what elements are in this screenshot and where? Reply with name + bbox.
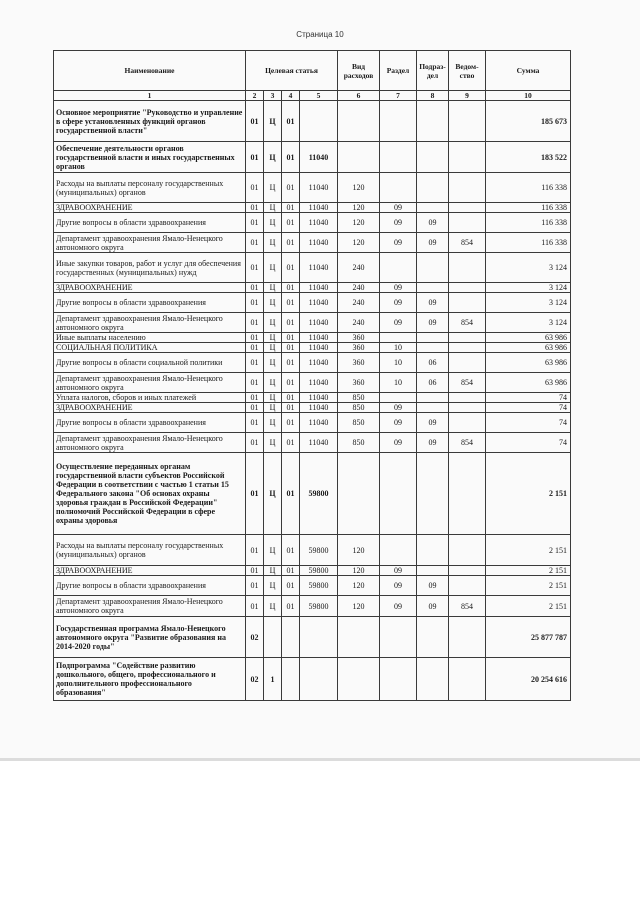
cell-direction: 11040 [300, 142, 338, 173]
cell-name: СОЦИАЛЬНАЯ ПОЛИТИКА [54, 343, 246, 353]
cell-program: 01 [246, 333, 264, 343]
cell-subprogram: Ц [264, 535, 282, 566]
cell-program: 01 [246, 213, 264, 233]
header-amount: Сумма [486, 51, 571, 91]
cell-expense-type: 850 [338, 393, 380, 403]
table-row [54, 353, 571, 373]
cell-expense-type: 240 [338, 253, 380, 283]
cell-amount: 116 338 [486, 233, 571, 253]
table-row [54, 373, 571, 393]
cell-subprogram: Ц [264, 101, 282, 142]
cell-name: Расходы на выплаты персоналу государственных (муниципальных) органов [54, 173, 246, 203]
cell-section [380, 658, 417, 701]
cell-program: 01 [246, 403, 264, 413]
cell-subprogram: Ц [264, 313, 282, 333]
cell-section [380, 101, 417, 142]
cell-direction: 11040 [300, 333, 338, 343]
cell-event [282, 617, 300, 658]
cell-name: Департамент здравоохранения Ямало-Ненецкого автономного округа [54, 373, 246, 393]
cell-amount: 74 [486, 403, 571, 413]
cell-section: 09 [380, 283, 417, 293]
cell-event: 01 [282, 283, 300, 293]
cell-department [449, 576, 486, 596]
cell-department [449, 453, 486, 535]
cell-program: 01 [246, 413, 264, 433]
cell-expense-type [338, 453, 380, 535]
cell-subsection [417, 343, 449, 353]
page-edge [0, 758, 640, 761]
table-header-row [54, 51, 571, 91]
cell-amount: 116 338 [486, 213, 571, 233]
cell-subsection [417, 535, 449, 566]
cell-expense-type: 360 [338, 353, 380, 373]
cell-subprogram: Ц [264, 403, 282, 413]
cell-subprogram: Ц [264, 433, 282, 453]
cell-section: 09 [380, 566, 417, 576]
cell-program: 01 [246, 535, 264, 566]
cell-subprogram: Ц [264, 393, 282, 403]
cell-department: 854 [449, 596, 486, 617]
table-row [54, 213, 571, 233]
cell-section [380, 173, 417, 203]
cell-amount: 116 338 [486, 173, 571, 203]
cell-subprogram: Ц [264, 233, 282, 253]
table-row [54, 617, 571, 658]
cell-expense-type: 850 [338, 403, 380, 413]
cell-subprogram: Ц [264, 142, 282, 173]
cell-event: 01 [282, 253, 300, 283]
cell-subsection [417, 101, 449, 142]
budget-table [53, 50, 571, 701]
cell-subsection: 09 [417, 596, 449, 617]
cell-name: Департамент здравоохранения Ямало-Ненецкого автономного округа [54, 233, 246, 253]
column-number: 4 [282, 91, 300, 101]
cell-name: Другие вопросы в области здравоохранения [54, 413, 246, 433]
cell-event: 01 [282, 343, 300, 353]
table-row [54, 203, 571, 213]
column-number: 2 [246, 91, 264, 101]
cell-name: ЗДРАВООХРАНЕНИЕ [54, 566, 246, 576]
cell-subsection [417, 566, 449, 576]
cell-event: 01 [282, 535, 300, 566]
cell-name: Подпрограмма "Содействие развитию дошкольного, общего, профессионального и дополнительного профессионального образования" [54, 658, 246, 701]
cell-program: 01 [246, 596, 264, 617]
cell-event: 01 [282, 142, 300, 173]
cell-direction: 59800 [300, 576, 338, 596]
cell-amount: 2 151 [486, 453, 571, 535]
cell-name: Обеспечение деятельности органов государственной власти и иных государственных органов [54, 142, 246, 173]
cell-name: Иные выплаты населению [54, 333, 246, 343]
cell-section: 10 [380, 353, 417, 373]
cell-subprogram: Ц [264, 203, 282, 213]
cell-amount: 20 254 616 [486, 658, 571, 701]
cell-amount: 2 151 [486, 535, 571, 566]
cell-department [449, 393, 486, 403]
cell-event: 01 [282, 433, 300, 453]
cell-subsection [417, 173, 449, 203]
cell-name: Другие вопросы в области здравоохранения [54, 213, 246, 233]
cell-program: 01 [246, 453, 264, 535]
cell-program: 02 [246, 658, 264, 701]
cell-program: 01 [246, 566, 264, 576]
cell-subprogram: Ц [264, 343, 282, 353]
cell-expense-type: 360 [338, 343, 380, 353]
cell-section: 09 [380, 596, 417, 617]
cell-program: 01 [246, 433, 264, 453]
cell-direction: 11040 [300, 233, 338, 253]
cell-name: Департамент здравоохранения Ямало-Ненецкого автономного округа [54, 433, 246, 453]
cell-event: 01 [282, 203, 300, 213]
cell-section [380, 393, 417, 403]
cell-expense-type: 120 [338, 173, 380, 203]
cell-program: 01 [246, 173, 264, 203]
table-row [54, 253, 571, 283]
table-row [54, 142, 571, 173]
cell-section [380, 142, 417, 173]
cell-subprogram: Ц [264, 353, 282, 373]
cell-program: 01 [246, 576, 264, 596]
cell-department: 854 [449, 433, 486, 453]
cell-program: 01 [246, 253, 264, 283]
cell-section [380, 617, 417, 658]
cell-event: 01 [282, 213, 300, 233]
cell-section: 09 [380, 293, 417, 313]
header-target-article: Целевая статья [246, 51, 338, 91]
cell-direction: 11040 [300, 283, 338, 293]
cell-section [380, 253, 417, 283]
table-row [54, 333, 571, 343]
cell-program: 01 [246, 373, 264, 393]
cell-direction [300, 658, 338, 701]
cell-name: Расходы на выплаты персоналу государственных (муниципальных) органов [54, 535, 246, 566]
column-number: 3 [264, 91, 282, 101]
cell-name: Осуществление переданных органам государственной власти субъектов Российской Федерации в соответствии с частью 1 статьи 15 Федерального закона "Об основах охраны здоровья граждан в Российской Федерации" полномочий Российской Федерации в сфере охраны здоровья [54, 453, 246, 535]
cell-direction: 11040 [300, 393, 338, 403]
column-number: 5 [300, 91, 338, 101]
cell-expense-type: 240 [338, 313, 380, 333]
cell-department [449, 566, 486, 576]
cell-section: 09 [380, 233, 417, 253]
cell-expense-type: 120 [338, 203, 380, 213]
cell-section: 09 [380, 433, 417, 453]
table-row [54, 233, 571, 253]
cell-subprogram: Ц [264, 283, 282, 293]
cell-department [449, 403, 486, 413]
cell-direction: 11040 [300, 203, 338, 213]
cell-section: 09 [380, 403, 417, 413]
page-number-label: Страница 10 [296, 30, 344, 39]
cell-department: 854 [449, 233, 486, 253]
cell-department [449, 353, 486, 373]
table-row [54, 283, 571, 293]
cell-amount: 3 124 [486, 293, 571, 313]
cell-section: 09 [380, 213, 417, 233]
cell-subprogram: Ц [264, 213, 282, 233]
column-number: 9 [449, 91, 486, 101]
cell-subsection [417, 203, 449, 213]
cell-expense-type: 120 [338, 233, 380, 253]
cell-name: Уплата налогов, сборов и иных платежей [54, 393, 246, 403]
cell-program: 01 [246, 393, 264, 403]
cell-expense-type: 850 [338, 433, 380, 453]
cell-subsection: 06 [417, 353, 449, 373]
cell-direction: 11040 [300, 173, 338, 203]
column-number: 8 [417, 91, 449, 101]
table-row [54, 535, 571, 566]
cell-expense-type [338, 617, 380, 658]
cell-event: 01 [282, 566, 300, 576]
cell-department [449, 101, 486, 142]
cell-department [449, 535, 486, 566]
cell-direction: 11040 [300, 213, 338, 233]
cell-program: 01 [246, 142, 264, 173]
cell-event: 01 [282, 293, 300, 313]
cell-subsection: 09 [417, 313, 449, 333]
cell-department [449, 658, 486, 701]
cell-program: 01 [246, 343, 264, 353]
cell-department [449, 213, 486, 233]
table-row [54, 413, 571, 433]
cell-event: 01 [282, 453, 300, 535]
cell-department [449, 253, 486, 283]
table-row [54, 173, 571, 203]
cell-expense-type: 120 [338, 596, 380, 617]
cell-expense-type: 360 [338, 333, 380, 343]
cell-department [449, 413, 486, 433]
column-number: 7 [380, 91, 417, 101]
cell-direction: 11040 [300, 413, 338, 433]
cell-event: 01 [282, 313, 300, 333]
cell-program: 01 [246, 313, 264, 333]
cell-expense-type: 360 [338, 373, 380, 393]
cell-expense-type: 120 [338, 213, 380, 233]
cell-name: Другие вопросы в области здравоохранения [54, 576, 246, 596]
cell-section: 09 [380, 313, 417, 333]
header-name: Наименование [54, 51, 246, 91]
cell-event: 01 [282, 233, 300, 253]
column-number: 1 [54, 91, 246, 101]
table-row [54, 596, 571, 617]
header-section: Раздел [380, 51, 417, 91]
column-number: 10 [486, 91, 571, 101]
cell-program: 01 [246, 293, 264, 313]
cell-department [449, 283, 486, 293]
cell-subprogram: Ц [264, 413, 282, 433]
cell-section: 09 [380, 576, 417, 596]
cell-direction [300, 101, 338, 142]
cell-expense-type [338, 658, 380, 701]
cell-program: 02 [246, 617, 264, 658]
cell-direction: 11040 [300, 433, 338, 453]
table-row [54, 658, 571, 701]
cell-amount: 63 986 [486, 353, 571, 373]
cell-section [380, 333, 417, 343]
cell-program: 01 [246, 203, 264, 213]
cell-direction [300, 617, 338, 658]
cell-event: 01 [282, 576, 300, 596]
cell-name: Основное мероприятие "Руководство и управление в сфере установленных функций органов государственной власти" [54, 101, 246, 142]
cell-subprogram [264, 617, 282, 658]
cell-department [449, 173, 486, 203]
column-number-row [54, 91, 571, 101]
cell-subsection: 09 [417, 576, 449, 596]
cell-amount: 183 522 [486, 142, 571, 173]
cell-expense-type: 240 [338, 293, 380, 313]
table-row [54, 313, 571, 333]
cell-department [449, 293, 486, 313]
cell-direction: 59800 [300, 535, 338, 566]
cell-amount: 74 [486, 413, 571, 433]
cell-direction: 59800 [300, 453, 338, 535]
cell-subsection: 09 [417, 433, 449, 453]
cell-subsection: 09 [417, 213, 449, 233]
cell-amount: 3 124 [486, 313, 571, 333]
cell-subprogram: Ц [264, 173, 282, 203]
cell-department [449, 203, 486, 213]
cell-event: 01 [282, 353, 300, 373]
cell-expense-type: 120 [338, 576, 380, 596]
cell-subsection: 09 [417, 413, 449, 433]
cell-amount: 63 986 [486, 333, 571, 343]
cell-amount: 74 [486, 433, 571, 453]
cell-section: 10 [380, 373, 417, 393]
cell-name: ЗДРАВООХРАНЕНИЕ [54, 203, 246, 213]
cell-event: 01 [282, 393, 300, 403]
column-number: 6 [338, 91, 380, 101]
cell-event: 01 [282, 101, 300, 142]
cell-name: Департамент здравоохранения Ямало-Ненецкого автономного округа [54, 596, 246, 617]
cell-amount: 25 877 787 [486, 617, 571, 658]
cell-event: 01 [282, 413, 300, 433]
cell-subprogram: Ц [264, 576, 282, 596]
cell-subsection: 06 [417, 373, 449, 393]
cell-subprogram: Ц [264, 293, 282, 313]
cell-subsection [417, 453, 449, 535]
cell-department: 854 [449, 373, 486, 393]
header-expense-type: Вид расходов [338, 51, 380, 91]
cell-section: 10 [380, 343, 417, 353]
cell-name: Иные закупки товаров, работ и услуг для обеспечения государственных (муниципальных) нужд [54, 253, 246, 283]
cell-expense-type [338, 142, 380, 173]
cell-direction: 11040 [300, 343, 338, 353]
table-row [54, 393, 571, 403]
cell-name: Другие вопросы в области социальной политики [54, 353, 246, 373]
table-row [54, 403, 571, 413]
cell-amount: 2 151 [486, 566, 571, 576]
cell-program: 01 [246, 353, 264, 373]
cell-amount: 3 124 [486, 253, 571, 283]
cell-amount: 185 673 [486, 101, 571, 142]
cell-subprogram: Ц [264, 453, 282, 535]
cell-department [449, 142, 486, 173]
cell-department [449, 617, 486, 658]
cell-name: Государственная программа Ямало-Ненецкого автономного округа "Развитие образования на 2014-2020 годы" [54, 617, 246, 658]
cell-expense-type: 120 [338, 535, 380, 566]
cell-event: 01 [282, 596, 300, 617]
cell-subprogram: Ц [264, 566, 282, 576]
cell-program: 01 [246, 233, 264, 253]
cell-event: 01 [282, 173, 300, 203]
cell-amount: 116 338 [486, 203, 571, 213]
table-row [54, 453, 571, 535]
cell-amount: 63 986 [486, 373, 571, 393]
cell-expense-type: 120 [338, 566, 380, 576]
cell-subsection [417, 393, 449, 403]
cell-expense-type: 240 [338, 283, 380, 293]
cell-expense-type: 850 [338, 413, 380, 433]
cell-program: 01 [246, 101, 264, 142]
table-body [54, 101, 571, 701]
cell-name: ЗДРАВООХРАНЕНИЕ [54, 283, 246, 293]
table-row [54, 293, 571, 313]
cell-amount: 63 986 [486, 343, 571, 353]
cell-name: Другие вопросы в области здравоохранения [54, 293, 246, 313]
header-subsection: Подраз-дел [417, 51, 449, 91]
cell-subsection [417, 142, 449, 173]
cell-direction: 11040 [300, 353, 338, 373]
cell-amount: 3 124 [486, 283, 571, 293]
cell-department [449, 343, 486, 353]
cell-amount: 2 151 [486, 576, 571, 596]
cell-department [449, 333, 486, 343]
cell-section: 09 [380, 413, 417, 433]
cell-direction: 59800 [300, 566, 338, 576]
cell-expense-type [338, 101, 380, 142]
cell-direction: 11040 [300, 293, 338, 313]
cell-subsection [417, 253, 449, 283]
cell-amount: 74 [486, 393, 571, 403]
cell-event: 01 [282, 373, 300, 393]
cell-direction: 11040 [300, 313, 338, 333]
cell-event [282, 658, 300, 701]
cell-subsection: 09 [417, 233, 449, 253]
cell-name: Департамент здравоохранения Ямало-Ненецкого автономного округа [54, 313, 246, 333]
cell-section [380, 535, 417, 566]
cell-direction: 11040 [300, 373, 338, 393]
cell-event: 01 [282, 403, 300, 413]
cell-subsection [417, 283, 449, 293]
table-row [54, 566, 571, 576]
cell-subprogram: Ц [264, 253, 282, 283]
cell-department: 854 [449, 313, 486, 333]
cell-subsection [417, 617, 449, 658]
table-row [54, 343, 571, 353]
cell-section [380, 453, 417, 535]
table-row [54, 576, 571, 596]
cell-name: ЗДРАВООХРАНЕНИЕ [54, 403, 246, 413]
cell-direction: 11040 [300, 253, 338, 283]
header-department: Ведом-ство [449, 51, 486, 91]
cell-direction: 11040 [300, 403, 338, 413]
cell-subprogram: Ц [264, 373, 282, 393]
table-row [54, 433, 571, 453]
cell-event: 01 [282, 333, 300, 343]
cell-section: 09 [380, 203, 417, 213]
cell-subsection [417, 403, 449, 413]
cell-subprogram: Ц [264, 333, 282, 343]
cell-program: 01 [246, 283, 264, 293]
cell-subprogram: 1 [264, 658, 282, 701]
table-row [54, 101, 571, 142]
cell-subsection: 09 [417, 293, 449, 313]
cell-subsection [417, 658, 449, 701]
cell-subprogram: Ц [264, 596, 282, 617]
cell-direction: 59800 [300, 596, 338, 617]
cell-amount: 2 151 [486, 596, 571, 617]
cell-subsection [417, 333, 449, 343]
